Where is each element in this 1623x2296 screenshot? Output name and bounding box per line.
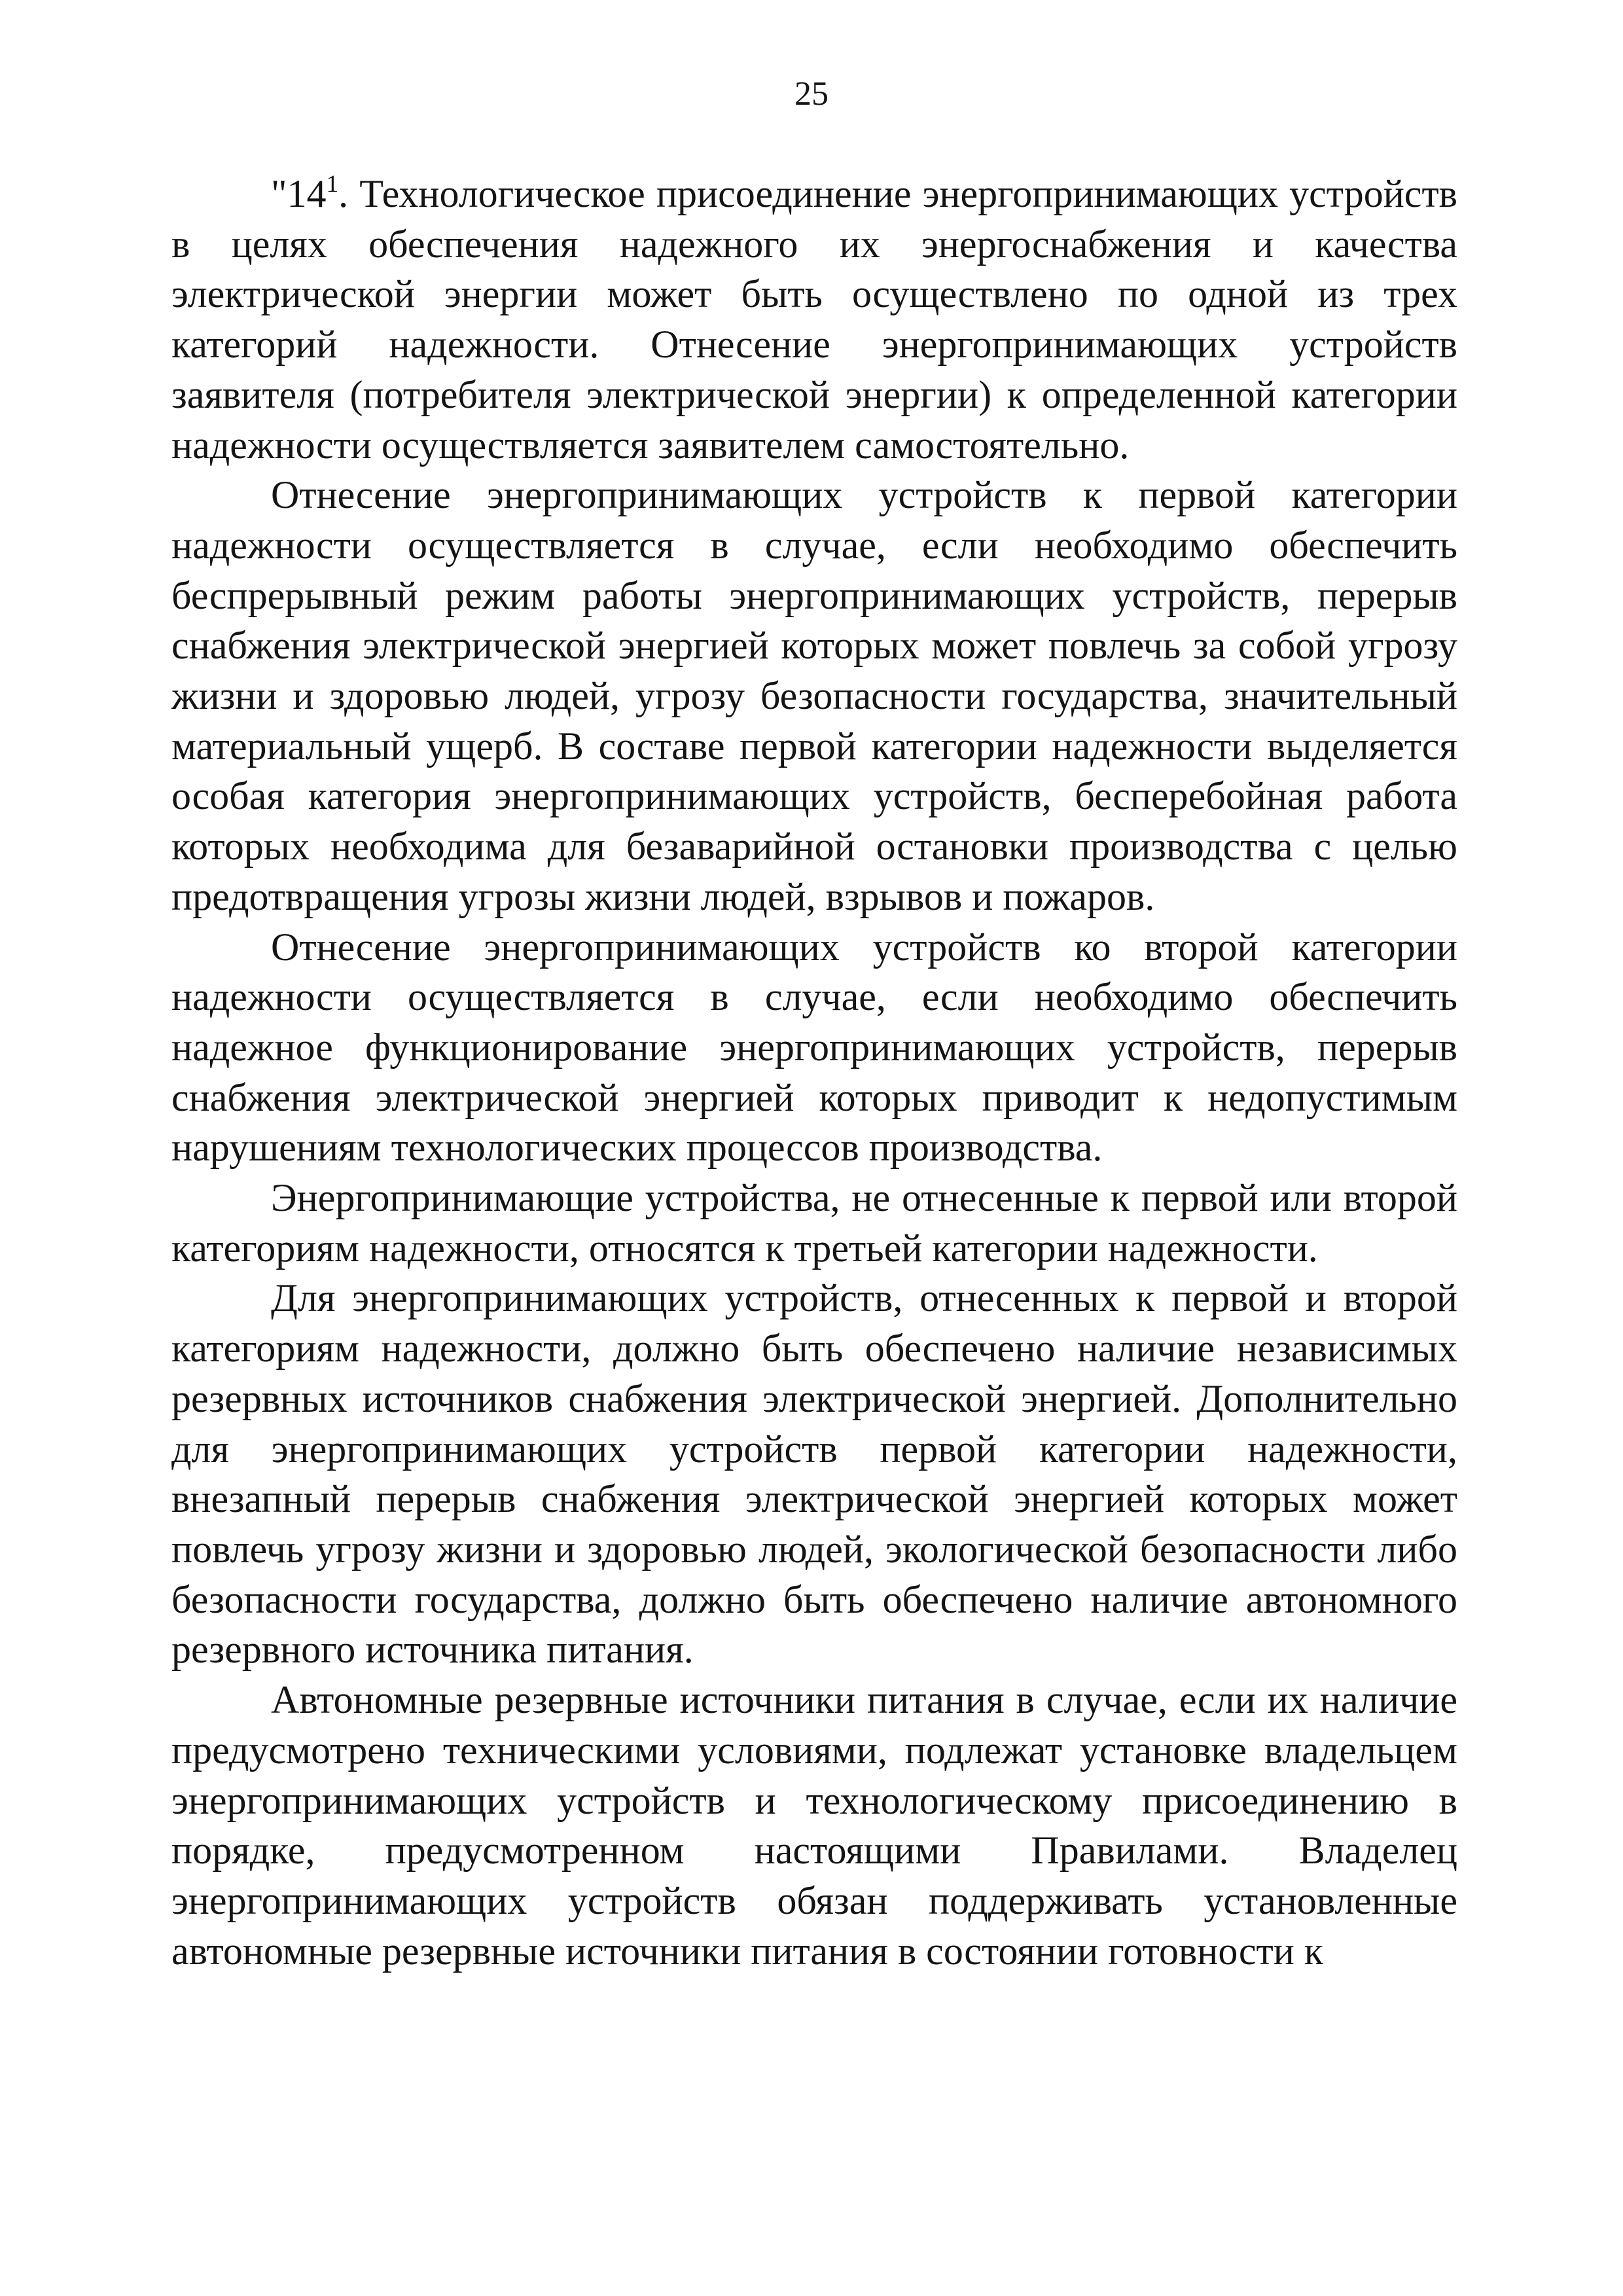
paragraph-14-1	[171, 169, 1457, 470]
paragraph-first-category: Отнесение энергопринимающих устройств к первой категории надежности осуществляется в случае, если необходимо обеспечить беспрерывный режим работы энергопринимающих устройств, перерыв снабжения электрической энергией которых может повлечь за собой угрозу жизни и здоровью людей, угрозу безопасности государства, значительный материальный ущерб. В составе первой категории надежности выделяется особая категория энергопринимающих устройств, бесперебойная работа которых необходима для безаварийной остановки производства с целью предотвращения угрозы жизни людей, взрывов и пожаров.	[171, 473, 1457, 918]
paragraph-autonomous-sources: Автономные резервные источники питания в случае, если их наличие предусмотрено техническими условиями, подлежат установке владельцем энергопринимающих устройств и технологическому присоединению в порядке, предусмотренном настоящими Правилами. Владелец энергопринимающих устройств обязан поддерживать установленные автономные резервные источники питания в состоянии готовности к	[171, 1678, 1457, 1973]
paragraph-reserve-sources: Для энергопринимающих устройств, отнесенных к первой и второй категориям надежности, должно быть обеспечено наличие независимых резервных источников снабжения электрической энергией. Дополнительно для энергопринимающих устройств первой категории надежности, внезапный перерыв снабжения электрической энергией которых может повлечь угрозу жизни и здоровью людей, экологической безопасности либо безопасности государства, должно быть обеспечено наличие автономного резервного источника питания.	[171, 1276, 1457, 1672]
paragraph-second-category: Отнесение энергопринимающих устройств ко второй категории надежности осуществляется в случае, если необходимо обеспечить надежное функционирование энергопринимающих устройств, перерыв снабжения электрической энергией которых приводит к недопустимым нарушениям технологических процессов производства.	[171, 925, 1457, 1170]
clause-number: "14	[271, 172, 327, 215]
clause-superscript: 1	[326, 170, 339, 198]
paragraph-text: . Технологическое присоединение энергопринимающих устройств в целях обеспечения надежного их энергоснабжения и качества электрической энергии может быть осуществлено по одной из трех категорий надежности. Отнесение энергопринимающих устройств заявителя (потребителя электрической энергии) к определенной категории надежности осуществляется заявителем самостоятельно.	[171, 172, 1457, 467]
document-body	[171, 169, 1457, 1976]
page-number: 25	[794, 75, 829, 113]
paragraph-third-category: Энергопринимающие устройства, не отнесенные к первой или второй категориям надежности, относятся к третьей категории надежности.	[171, 1176, 1457, 1270]
